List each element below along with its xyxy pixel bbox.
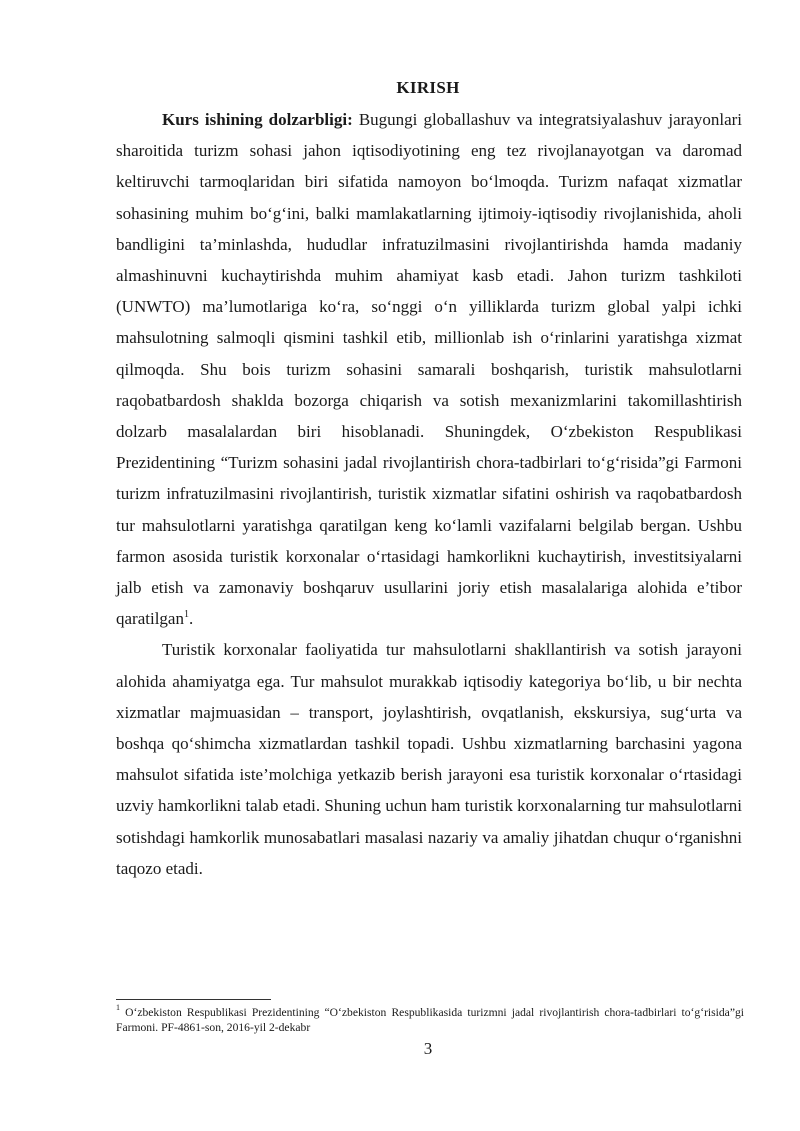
section-heading: KIRISH: [396, 78, 460, 97]
footnote-number: 1: [116, 1003, 120, 1013]
page-number: 3: [423, 1039, 433, 1058]
footnote-reference[interactable]: 1: [183, 608, 189, 620]
paragraph-relevance-text: Bugungi globallashuv va integratsiyalashuv jarayonlari sharoitida turizm sohasi jahon iqtisodiyotining eng tez rivojlanayotgan va daromad keltiruvchi tarmoqlaridan biri sifatida namoyon bo‘lmoqda. Turizm nafaqat xizmatlar sohasining muhim bo‘g‘ini, balki mamlakatlarning ijtimoiy-iqtisodiy rivojlanishida, aholi bandligini ta’minlashda, hududlar infratuzilmasini rivojlantirishda hamda madaniy almashinuvni kuchaytirishda muhim ahamiyat kasb etadi. Jahon turizm tashkiloti (UNWTO) ma’lumotlariga ko‘ra, so‘nggi o‘n yilliklarda turizm global yalpi ichki mahsulotning salmoqli qismini tashkil etib, millionlab ish o‘rinlarini yaratishga xizmat qilmoqda. Shu bois turizm sohasini samarali boshqarish, turistik mahsulotlarni raqobatbardosh shaklda bozorga chiqarish va sotish mexanizmlarini takomillashtirish dolzarb masalalardan biri hisoblanadi. Shuningdek, O‘zbekiston Respublikasi Prezidentining “Turizm sohasini jadal rivojlantirish chora-tadbirlari to‘g‘risida”gi Farmoni turizm infratuzilmasini rivojlantirish, turistik xizmatlar sifatini oshirish va raqobatbardosh tur mahsulotlarni yaratishga qaratilgan keng ko‘lamli vazifalarni belgilab bergan. Ushbu farmon asosida turistik korxonalar o‘rtasidagi hamkorlikni kuchaytirish, investitsiyalarni jalb etish va zamonaviy boshqaruv usullarini joriy etish masalalariga alohida e’tibor qaratilgan: [116, 110, 742, 629]
footnote-separator: [116, 999, 271, 1000]
paragraph-lead: Kurs ishining dolzarbligi:: [162, 110, 353, 129]
footnote: [116, 1005, 744, 1035]
footnote-text: O‘zbekiston Respublikasi Prezidentining “O‘zbekiston Respublikasida turizmni jadal rivojlantirish chora-tadbirlari to‘g‘risida”gi Farmoni. PF-4861-son, 2016-yil 2-dekabr: [116, 1006, 744, 1034]
paragraph-relevance: [116, 104, 742, 634]
paragraph-relevance-end: .: [188, 609, 194, 629]
paragraph-tour-products: Turistik korxonalar faoliyatida tur mahsulotlarni shakllantirish va sotish jarayoni alohida ahamiyatga ega. Tur mahsulot murakkab iqtisodiy kategoriya bo‘lib, u bir nechta xizmatlar majmuasidan – transport, joylashtirish, ovqatlanish, ekskursiya, sug‘urta va boshqa qo‘shimcha xizmatlardan tashkil topadi. Ushbu xizmatlarning barchasini yagona mahsulot sifatida iste’molchiga yetkazib berish jarayoni esa turistik korxonalar o‘rtasidagi uzviy hamkorlikni talab etadi. Shuning uchun ham turistik korxonalarning tur mahsulotlarni sotishdagi hamkorlik munosabatlari masalasi nazariy va amaliy jihatdan chuqur o‘rganishni taqozo etadi.: [116, 640, 742, 878]
body-text: [116, 104, 742, 884]
